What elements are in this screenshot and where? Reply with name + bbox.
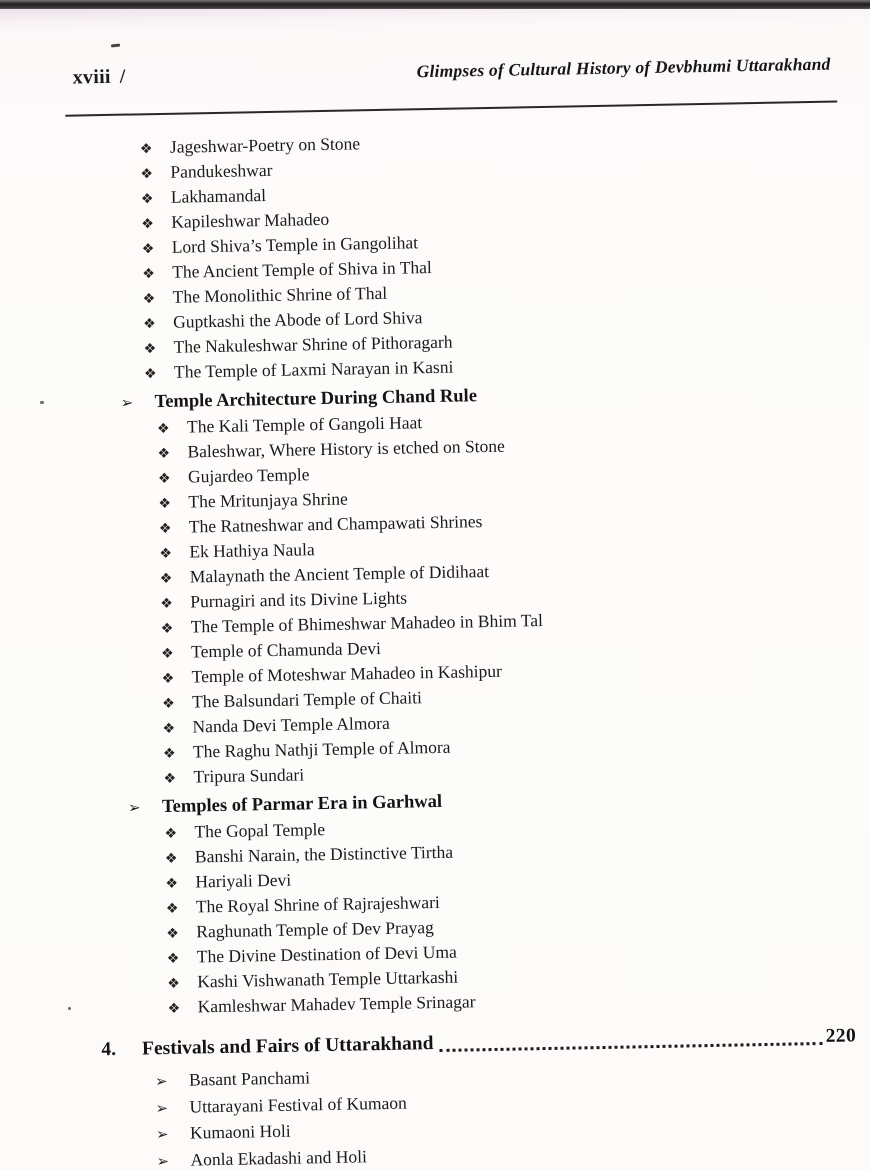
chapter-title: Festivals and Fairs of Uttarakhand — [141, 1033, 434, 1060]
toc-entry-label: Aonla Ekadashi and Holi — [190, 1146, 368, 1170]
diamond-bullet-icon: ❖ — [162, 720, 176, 738]
toc-entry-label: Hariyali Devi — [195, 869, 292, 892]
toc-entry-label: The Mritunjaya Shrine — [188, 488, 348, 512]
group-item-list — [157, 403, 870, 791]
arrowhead-bullet-icon: ➢ — [154, 1071, 168, 1091]
toc-entry-label: The Balsundari Temple of Chaiti — [191, 687, 423, 712]
toc-entry-label: The Ratneshwar and Champawati Shrines — [188, 511, 483, 537]
toc-entry-label: Lakhamandal — [170, 185, 267, 207]
diamond-bullet-icon: ❖ — [157, 470, 171, 488]
toc-entry-label: Kumaoni Holi — [189, 1120, 291, 1143]
diamond-bullet-icon: ❖ — [165, 875, 179, 892]
chapter-item-list — [155, 1055, 870, 1170]
arrowhead-bullet-icon: ➢ — [155, 1098, 169, 1117]
diamond-bullet-icon: ❖ — [156, 420, 170, 438]
page-header — [72, 53, 830, 90]
toc-entry-label: The Divine Destination of Devi Uma — [196, 941, 457, 967]
toc-entry-label: Basant Panchami — [188, 1067, 311, 1090]
toc-entry-label: Ek Hathiya Naula — [189, 539, 315, 562]
toc-entry-label: The Raghu Nathji Temple of Almora — [192, 736, 451, 762]
arrowhead-bullet-icon: ➢ — [156, 1151, 170, 1170]
folio-roman: xviii — [72, 65, 112, 89]
arrowhead-bullet-icon: ➢ — [155, 1125, 169, 1144]
diamond-bullet-icon: ❖ — [143, 316, 156, 333]
toc-entry-label: The Temple of Bhimeshwar Mahadeo in Bhim Tal — [190, 610, 544, 637]
diamond-bullet-icon: ❖ — [158, 520, 172, 538]
toc-entry-label: Uttarayani Festival of Kumaon — [189, 1092, 407, 1117]
group-heading-label: Temples of Parmar Era in Garhwal — [161, 791, 443, 818]
toc-entry-label: Temple of Chamunda Devi — [190, 638, 382, 662]
toc-entry-label: Temple of Moteshwar Mahadeo in Kashipur — [191, 660, 503, 687]
diamond-bullet-icon: ❖ — [142, 266, 155, 283]
diamond-bullet-icon: ❖ — [159, 570, 173, 588]
diamond-bullet-icon: ❖ — [159, 545, 173, 563]
diamond-bullet-icon: ❖ — [143, 366, 157, 383]
toc-entry-label: The Ancient Temple of Shiva in Thal — [172, 257, 432, 282]
diamond-bullet-icon: ❖ — [140, 191, 154, 208]
toc-entry-label: Pandukeshwar — [170, 159, 273, 182]
diamond-bullet-icon: ❖ — [158, 495, 172, 513]
toc-entry-label: The Gopal Temple — [194, 819, 326, 842]
toc-entry-label: The Temple of Laxmi Narayan in Kasni — [173, 356, 454, 382]
diamond-bullet-icon: ❖ — [167, 1000, 181, 1017]
toc-group-parmar-era — [4, 781, 870, 1024]
diamond-bullet-icon: ❖ — [140, 166, 154, 183]
header-rule — [65, 101, 837, 118]
toc-entry-label: The Nakuleshwar Shrine of Pithoragarh — [173, 331, 453, 357]
diamond-bullet-icon: ❖ — [164, 850, 178, 867]
dot-leader — [440, 1042, 823, 1052]
toc-entry-label: The Monolithic Shrine of Thal — [172, 282, 388, 307]
toc-entry-label: Banshi Narain, the Distinctive Tirtha — [194, 841, 454, 867]
toc-entry-label: Raghunath Temple of Dev Prayag — [196, 917, 435, 942]
toc-entry-label: Jageshwar-Poetry on Stone — [169, 133, 361, 157]
group-heading-label: Temple Architecture During Chand Rule — [154, 386, 478, 413]
toc-entry-label: Lord Shiva’s Temple in Gangolihat — [171, 232, 419, 257]
diamond-bullet-icon: ❖ — [162, 745, 176, 763]
diamond-bullet-icon: ❖ — [141, 241, 155, 258]
table-of-contents — [0, 123, 870, 1170]
diamond-bullet-icon: ❖ — [164, 825, 178, 842]
diamond-bullet-icon: ❖ — [141, 216, 155, 233]
toc-entry-label: Guptkashi the Abode of Lord Shiva — [172, 307, 423, 332]
lead-item-list — [140, 123, 866, 386]
chapter-page-number: 220 — [825, 1025, 857, 1047]
toc-entry-label: Nanda Devi Temple Almora — [192, 712, 390, 737]
diamond-bullet-icon: ❖ — [142, 291, 156, 308]
diamond-bullet-icon: ❖ — [160, 620, 174, 638]
diamond-bullet-icon: ❖ — [161, 695, 175, 713]
diamond-bullet-icon: ❖ — [157, 445, 171, 463]
toc-entry-label: The Royal Shrine of Rajrajeshwari — [195, 891, 440, 917]
toc-entry-label: Baleshwar, Where History is etched on Stone — [187, 435, 505, 462]
toc-entry-label: Tripura Sundari — [193, 764, 305, 787]
chapter-number: 4. — [101, 1038, 117, 1061]
toc-entry-label: Malaynath the Ancient Temple of Didihaat — [189, 561, 490, 587]
diamond-bullet-icon: ❖ — [166, 925, 180, 942]
toc-entry-label: Gujardeo Temple — [187, 464, 310, 487]
arrowhead-bullet-icon: ➢ — [120, 393, 134, 412]
toc-entry-label: Kapileshwar Mahadeo — [171, 208, 330, 232]
diamond-bullet-icon: ❖ — [139, 141, 153, 158]
toc-group-chand-rule — [0, 376, 870, 794]
diamond-bullet-icon: ❖ — [143, 341, 157, 358]
diamond-bullet-icon: ❖ — [166, 950, 180, 967]
folio-number — [72, 66, 125, 90]
diamond-bullet-icon: ❖ — [161, 670, 175, 688]
toc-entry-label: Purnagiri and its Divine Lights — [190, 587, 408, 612]
group-item-list — [164, 808, 870, 1021]
toc-entry-label: Kamleshwar Mahadev Temple Srinagar — [197, 991, 476, 1017]
diamond-bullet-icon: ❖ — [167, 975, 180, 992]
arrowhead-bullet-icon: ➢ — [127, 798, 141, 817]
diamond-bullet-icon: ❖ — [160, 595, 174, 613]
running-title: Glimpses of Cultural History of Devbhumi Uttarakhand — [416, 53, 831, 82]
diamond-bullet-icon: ❖ — [161, 645, 174, 663]
diamond-bullet-icon: ❖ — [163, 770, 177, 788]
toc-entry-label: The Kali Temple of Gangoli Haat — [186, 412, 423, 437]
diamond-bullet-icon: ❖ — [165, 900, 179, 917]
folio-separator: / — [119, 65, 126, 88]
toc-entry-label: Kashi Vishwanath Temple Uttarkashi — [197, 966, 459, 992]
